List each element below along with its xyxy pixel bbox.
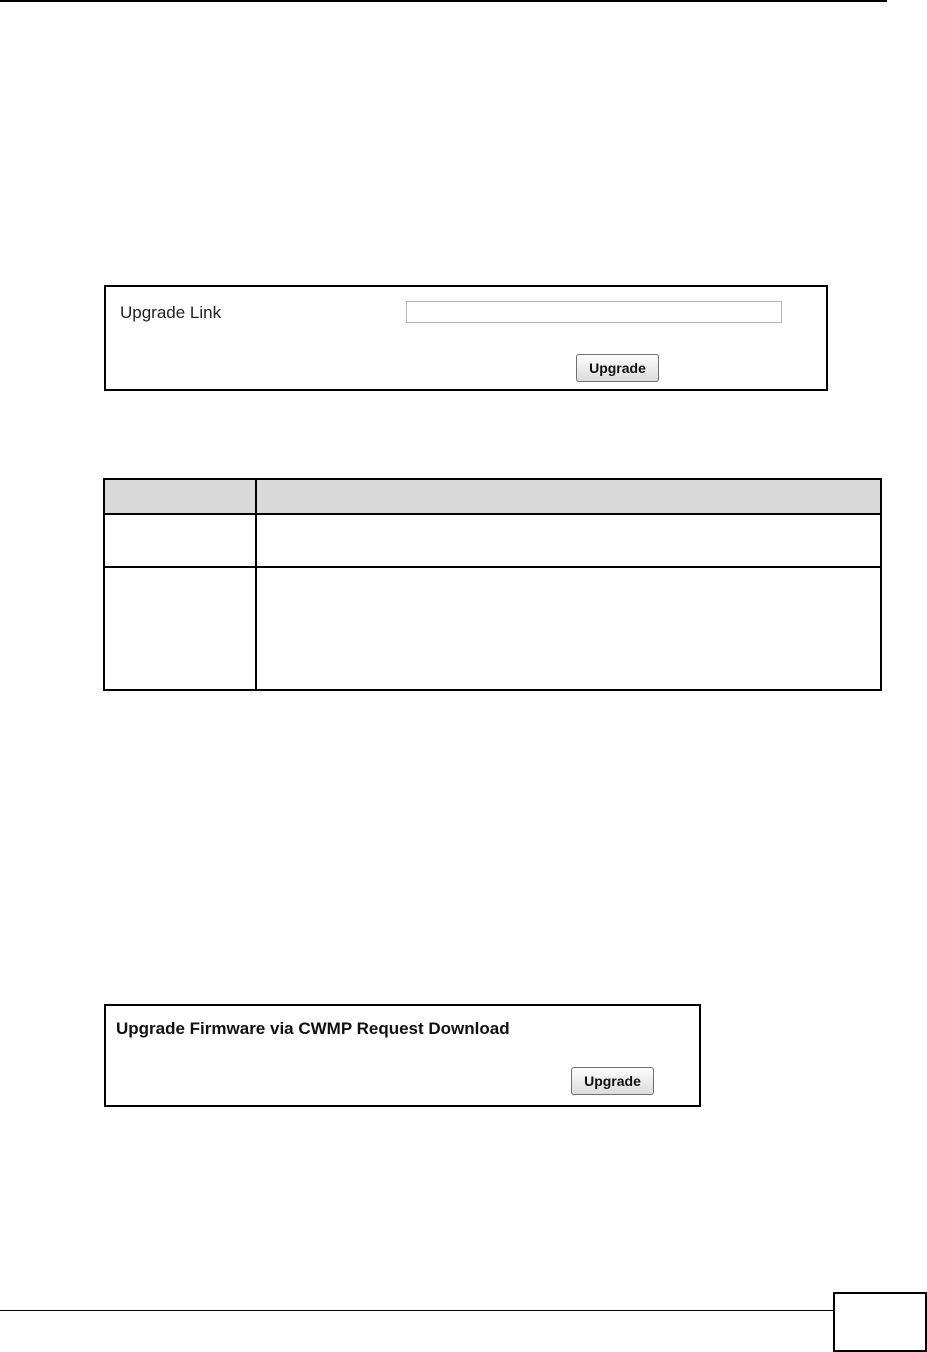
upgrade-link-panel: [104, 285, 828, 391]
cwmp-download-panel: [104, 1004, 701, 1107]
upgrade-link-button[interactable]: Upgrade: [576, 354, 659, 382]
page-number-box: [833, 1292, 927, 1352]
table-row-divider: [105, 566, 880, 568]
header-rule: [0, 0, 887, 2]
field-description-table: [103, 478, 882, 691]
upgrade-link-input[interactable]: [406, 301, 782, 323]
table-column-divider: [255, 480, 257, 689]
cwmp-panel-title: Upgrade Firmware via CWMP Request Download: [116, 1019, 510, 1038]
upgrade-link-label: Upgrade Link: [120, 303, 222, 322]
cwmp-upgrade-button[interactable]: Upgrade: [571, 1067, 654, 1095]
table-header-row: [105, 480, 880, 515]
footer-rule: [0, 1310, 833, 1311]
